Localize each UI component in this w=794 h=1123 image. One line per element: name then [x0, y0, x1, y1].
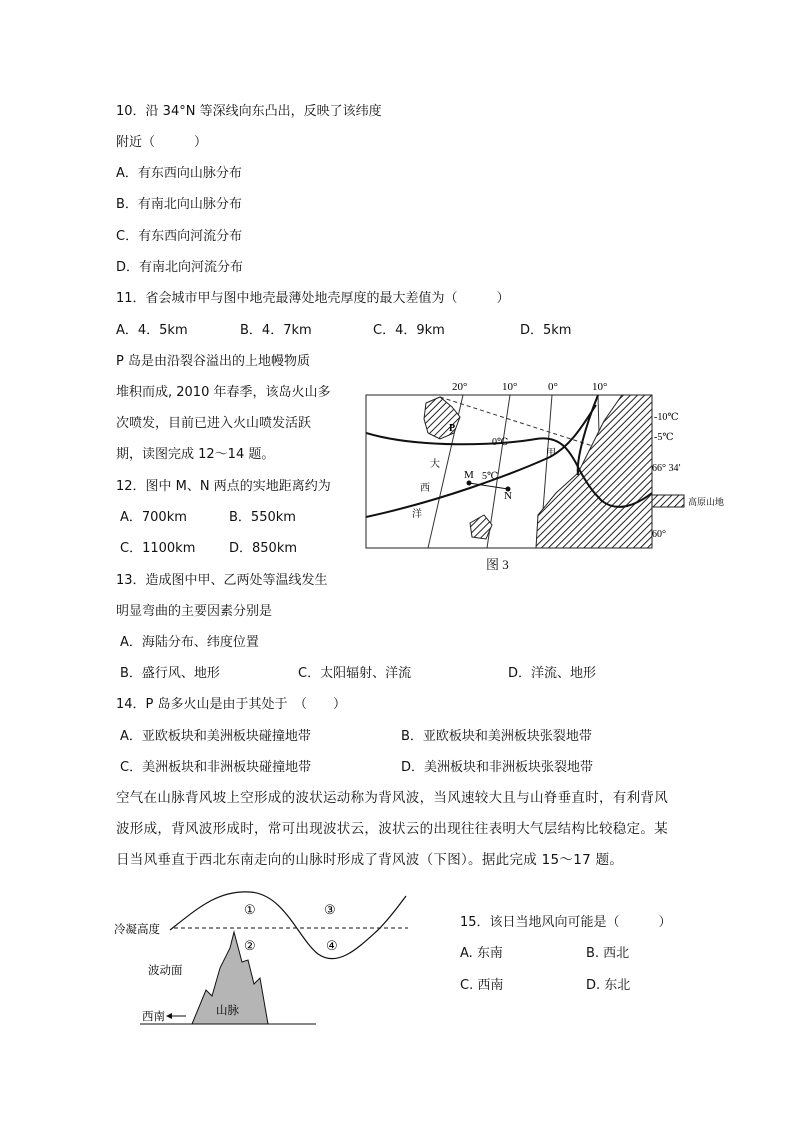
leeward-wave-diagram	[108, 878, 418, 1030]
map-caption: 图 3	[486, 557, 509, 572]
ocean-char-da: 大	[430, 459, 440, 470]
q10-option-c: C．有东西向河流分布	[116, 229, 243, 244]
q14-option-c: C．美洲板块和非洲板块碰撞地带	[120, 760, 312, 775]
lon-label-20: 20°	[452, 381, 468, 393]
label-n: N	[504, 490, 512, 502]
temp-label-5: 5℃	[482, 471, 499, 482]
label-p: P	[449, 423, 456, 434]
q15-option-b: B. 西北	[586, 946, 630, 961]
q13-option-a: A．海陆分布、纬度位置	[120, 635, 259, 650]
q11-option-c: C．4．9km	[373, 323, 445, 338]
ocean-char-yang: 洋	[412, 509, 422, 520]
q13-stem-line1: 13．造成图中甲、乙两处等温线发生	[116, 573, 328, 588]
q15-option-d: D. 东北	[586, 978, 631, 993]
ocean-char-xi: 西	[420, 483, 430, 494]
intro-wave-paragraph: 空气在山脉背风坡上空形成的波状运动称为背风波，当风速较大且与山脊垂直时，有利背风波形成，背风波形成时，常可出现波状云，波状云的出现往往表明大气层结构比较稳定。某日当风垂直于西北东南走向的山脉时形成了背风波（下图）。据此完成 15～17 题。	[116, 790, 668, 868]
q14-option-d: D．美洲板块和非洲板块张裂地带	[401, 760, 594, 775]
marker-4: ④	[326, 938, 338, 953]
q13-stem-line2: 明显弯曲的主要因素分别是	[116, 604, 273, 619]
legend-swatch	[652, 495, 684, 507]
q12-option-d: D．850km	[229, 541, 298, 556]
lat-label-arctic: 66° 34′	[652, 463, 681, 474]
legend-label: 高原山地	[688, 498, 725, 508]
scandinavia-landmass	[536, 395, 652, 548]
q13-option-d: D．洋流、地形	[508, 666, 597, 681]
q13-option-b: B．盛行风、地形	[120, 666, 220, 681]
q15-option-a: A. 东南	[460, 946, 503, 961]
condense-height-label: 冷凝高度	[114, 924, 160, 936]
wave-surface-label: 波动面	[148, 965, 183, 977]
q10-option-a: A．有东西向山脉分布	[116, 166, 242, 181]
intro-p-line2: 堆积而成, 2010 年春季，该岛火山多	[116, 385, 331, 400]
intro-p-line1: P 岛是由沿裂谷溢出的上地幔物质	[116, 354, 310, 369]
q12-option-b: B．550km	[229, 510, 296, 525]
q12-stem: 12．图中 M、N 两点的实地距离约为	[116, 479, 331, 494]
lat-label-60: 60°	[652, 529, 666, 540]
temp-label-0: 0℃	[492, 437, 509, 448]
mountain-label: 山脉	[216, 1005, 239, 1017]
q14-option-a: A．亚欧板块和美洲板块碰撞地带	[120, 729, 311, 744]
marker-1: ①	[244, 902, 256, 917]
label-m: M	[464, 469, 474, 481]
q15-stem: 15．该日当地风向可能是（ ）	[460, 915, 672, 930]
q10-option-b: B．有南北向山脉分布	[116, 197, 242, 212]
q11-option-a: A．4．5km	[116, 323, 188, 338]
q14-stem: 14．P 岛多火山是由于其处于 （ ）	[116, 697, 347, 712]
q13-option-c: C．太阳辐射、洋流	[298, 666, 412, 681]
q15-option-c: C. 西南	[460, 978, 504, 993]
temp-label-minus5: -5℃	[654, 432, 674, 443]
arrow-head	[166, 1013, 172, 1019]
q11-option-d: D．5km	[520, 323, 572, 338]
q12-option-a: A．700km	[120, 510, 187, 525]
q11-stem: 11．省会城市甲与图中地壳最薄处地壳厚度的最大差值为（ ）	[116, 291, 510, 306]
temp-label-minus10: -10℃	[654, 412, 679, 423]
marker-3: ③	[324, 902, 336, 917]
q10-option-d: D．有南北向河流分布	[116, 260, 244, 275]
lon-label-10w: 10°	[502, 381, 518, 393]
point-m	[467, 481, 472, 486]
lon-label-10e: 10°	[592, 381, 608, 393]
north-atlantic-map	[360, 375, 740, 575]
label-jia: 甲	[546, 448, 556, 459]
intro-p-line4: 期，读图完成 12～14 题。	[116, 447, 275, 462]
lon-label-0: 0°	[548, 381, 558, 393]
q10-stem-line1: 10．沿 34°N 等深线向东凸出，反映了该纬度	[116, 104, 382, 119]
wave-surface-line	[170, 892, 406, 959]
intro-p-line3: 次喷发，目前已进入火山喷发活跃	[116, 416, 312, 431]
q11-option-b: B．4．7km	[240, 323, 312, 338]
q14-option-b: B．亚欧板块和美洲板块张裂地带	[401, 729, 592, 744]
marker-2: ②	[244, 938, 256, 953]
southwest-label: 西南	[142, 1011, 165, 1023]
q10-stem-line2: 附近（ ）	[116, 135, 208, 150]
q12-option-c: C．1100km	[120, 541, 196, 556]
